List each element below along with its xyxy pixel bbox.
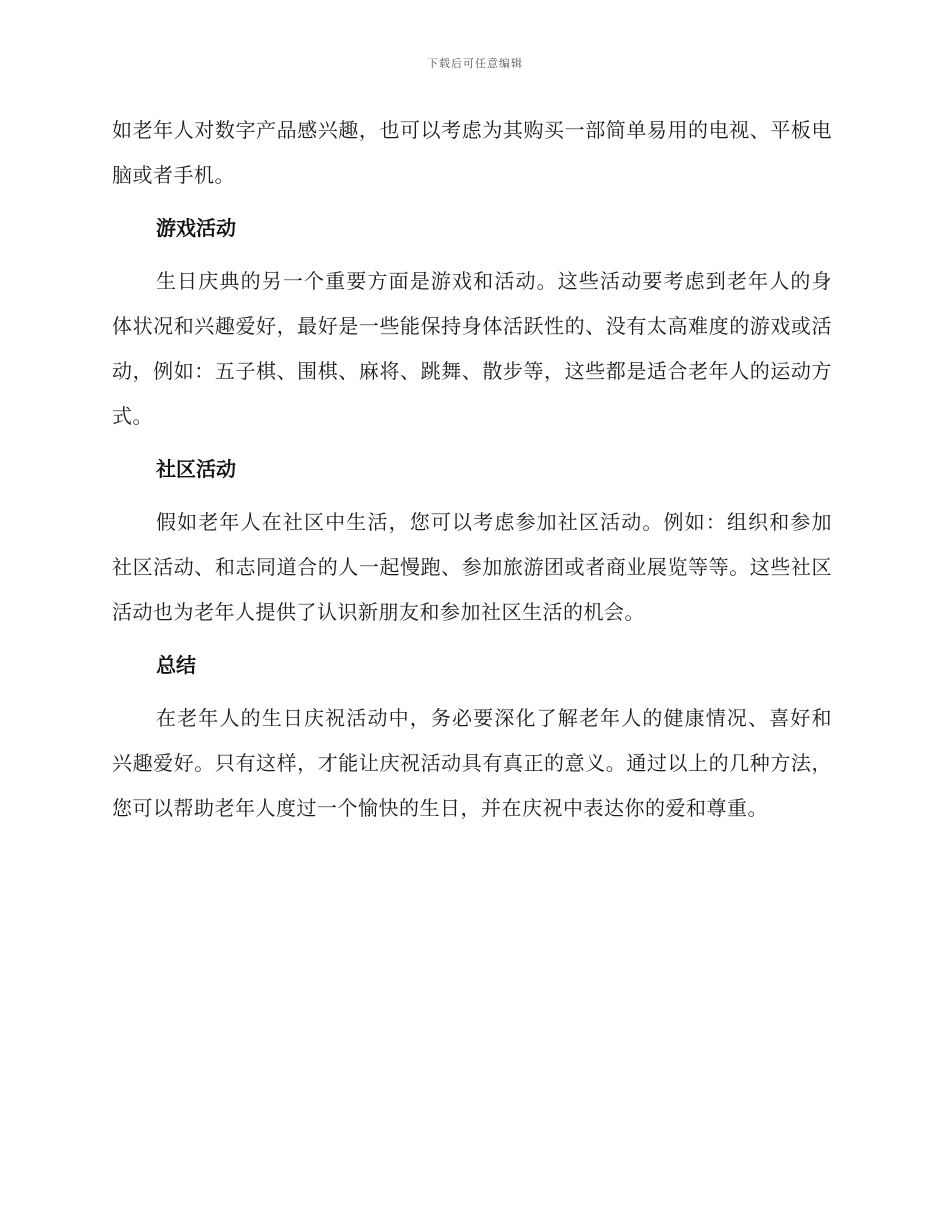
document-body (112, 108, 832, 831)
section-heading-games: 游戏活动 (156, 216, 236, 240)
section-heading-summary: 总结 (156, 653, 196, 677)
paragraph-community: 假如老年人在社区中生活，您可以考虑参加社区活动。例如：组织和参加社区活动、和志同道合的人一起慢跑、参加旅游团或者商业展览等等。这些社区活动也为老年人提供了认识新朋友和参加社区生活的机会。 (112, 510, 832, 624)
paragraph-digital-products: 如老年人对数字产品感兴趣，也可以考虑为其购买一部简单易用的电视、平板电脑或者手机。 (112, 118, 832, 187)
paragraph-games: 生日庆典的另一个重要方面是游戏和活动。这些活动要考虑到老年人的身体状况和兴趣爱好，最好是一些能保持身体活跃性的、没有太高难度的游戏或活动，例如：五子棋、围棋、麻将、跳舞、散步等，这些都是适合老年人的运动方式。 (112, 269, 832, 428)
paragraph-summary: 在老年人的生日庆祝活动中，务必要深化了解老年人的健康情况、喜好和兴趣爱好。只有这样，才能让庆祝活动具有真正的意义。通过以上的几种方法，您可以帮助老年人度过一个愉快的生日，并在庆祝中表达你的爱和尊重。 (112, 706, 832, 820)
header-note: 下载后可任意编辑 (427, 57, 523, 70)
section-heading-community: 社区活动 (156, 457, 236, 481)
